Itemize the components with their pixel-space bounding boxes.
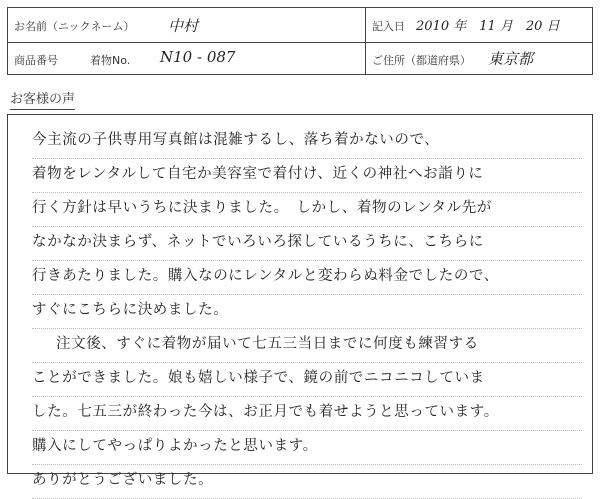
- voice-line: ありがとうございました。: [32, 465, 582, 499]
- voice-line: 着物をレンタルして自宅か美容室で着付け、近くの神社へお詣りに: [32, 159, 582, 193]
- customer-info-table: [7, 7, 593, 75]
- customer-voice-title: お客様の声: [10, 88, 75, 110]
- voice-line: すぐにこちらに決めました。: [32, 295, 582, 329]
- voice-line: 購入にしてやっぱりよかったと思います。: [32, 431, 582, 465]
- handwritten-lines: [32, 125, 582, 499]
- address-value: 東京都: [488, 50, 534, 68]
- name-value: 中村: [168, 17, 199, 35]
- kimono-number-value: N10 - 087: [160, 48, 236, 66]
- voice-line: なかなか決まらず、ネットでいろいろ探しているうちに、こちらに: [32, 227, 582, 261]
- address-label: ご住所（都道府県）: [372, 54, 471, 67]
- info-row-product-address: [8, 42, 592, 75]
- divider: [365, 8, 366, 42]
- customer-voice-box: [7, 114, 593, 488]
- voice-line: 行きあたりました。購入なのにレンタルと変わらぬ料金でしたので、: [32, 261, 582, 295]
- date-label: 記入日: [372, 20, 405, 33]
- date-value: 2010 年 11 月 20 日: [416, 19, 560, 34]
- kimono-number-label: 着物No.: [90, 54, 131, 67]
- voice-line: 注文後、すぐに着物が届いて七五三当日までに何度も練習する: [32, 329, 582, 363]
- name-label: お名前（ニックネーム）: [14, 20, 135, 33]
- voice-line: 行く方針は早いうちに決まりました。 しかし、着物のレンタル先が: [32, 193, 582, 227]
- voice-line: した。七五三が終わった今は、お正月でも着せようと思っています。: [32, 397, 582, 431]
- info-row-name-date: [8, 8, 592, 43]
- voice-line: 今主流の子供専用写真館は混雑するし、落ち着かないので、: [32, 125, 582, 159]
- voice-line: ことができました。娘も嬉しい様子で、鏡の前でニコニコしていま: [32, 363, 582, 397]
- product-number-label: 商品番号: [14, 54, 58, 67]
- divider: [365, 42, 366, 75]
